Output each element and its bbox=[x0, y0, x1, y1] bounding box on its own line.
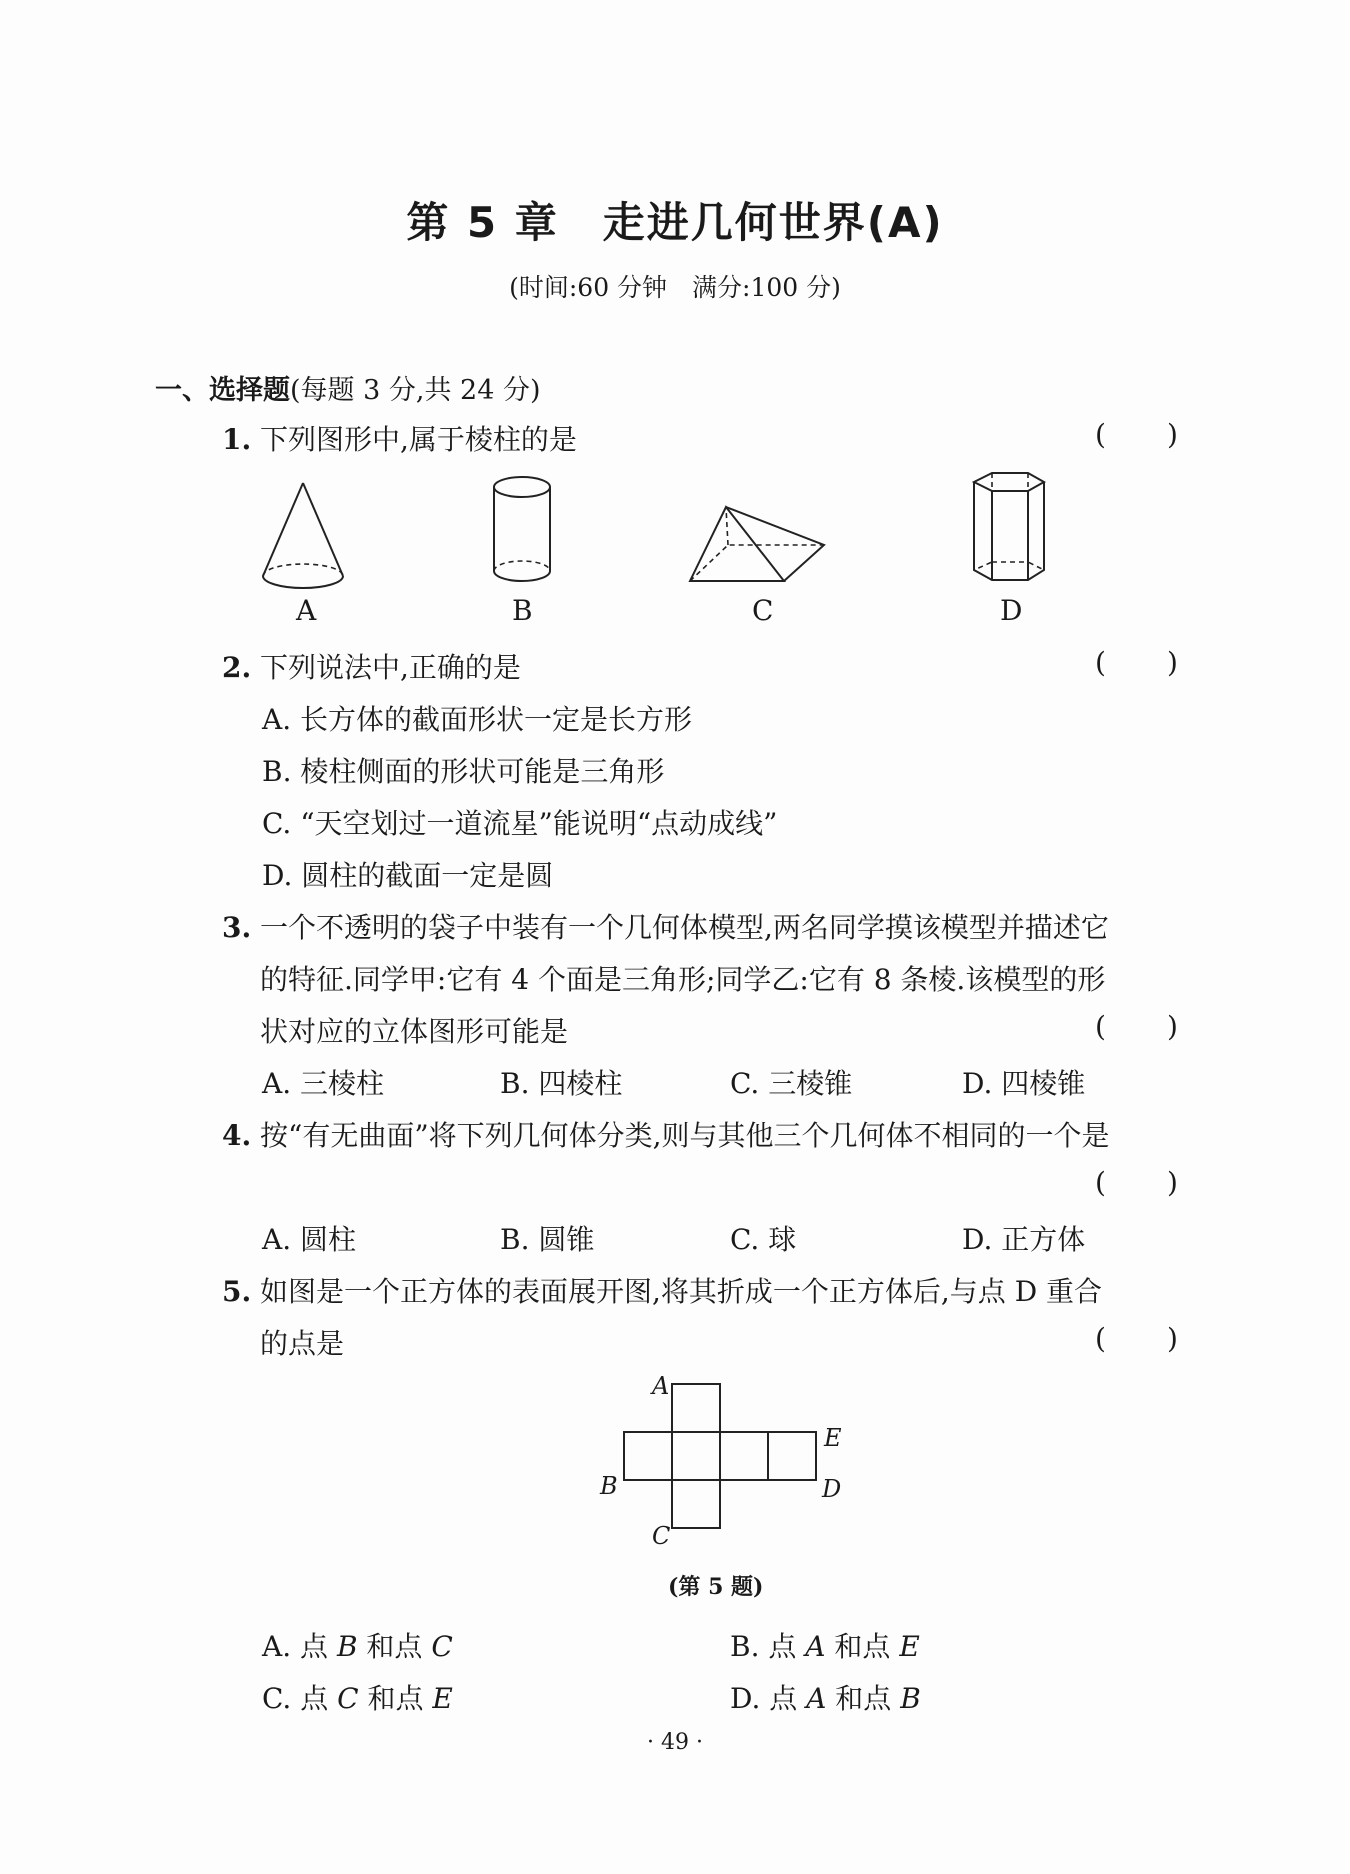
option-b: B. 棱柱侧面的形状可能是三角形 bbox=[262, 755, 665, 788]
net-square-left bbox=[624, 1432, 672, 1480]
question-number: 3. bbox=[222, 911, 252, 944]
question-text: 按“有无曲面”将下列几何体分类,则与其他三个几何体不相同的一个是 bbox=[260, 1119, 1110, 1152]
cone-figure bbox=[255, 478, 355, 588]
paren-open: ( bbox=[1095, 418, 1106, 451]
net-square-top bbox=[672, 1384, 720, 1432]
exam-subtitle: (时间:60 分钟 满分:100 分) bbox=[509, 273, 841, 302]
net-square-right-1 bbox=[720, 1432, 768, 1480]
option-d: D. 正方体 bbox=[962, 1223, 1086, 1256]
point-label-b: B bbox=[600, 1472, 618, 1500]
figure-label-d: D bbox=[1000, 594, 1023, 627]
question-number: 2. bbox=[222, 651, 252, 684]
figure-label-c: C bbox=[752, 594, 774, 627]
paren-close: ) bbox=[1167, 1010, 1178, 1043]
cylinder-figure bbox=[487, 473, 557, 588]
point-label-e: E bbox=[824, 1424, 842, 1452]
question-1 bbox=[222, 418, 577, 458]
paren-close: ) bbox=[1167, 1166, 1178, 1199]
question-text-line-2: 的特征.同学甲:它有 4 个面是三角形;同学乙:它有 8 条棱.该模型的形 bbox=[260, 963, 1106, 996]
figure-caption: (第 5 题) bbox=[668, 1574, 764, 1600]
option-d: D. 圆柱的截面一定是圆 bbox=[262, 859, 554, 892]
figure-label-b: B bbox=[512, 594, 533, 627]
paren-open: ( bbox=[1095, 1166, 1106, 1199]
section-note: (每题 3 分,共 24 分) bbox=[290, 375, 541, 406]
option-b: B. 圆锥 bbox=[500, 1223, 595, 1256]
question-text-line-1: 如图是一个正方体的表面展开图,将其折成一个正方体后,与点 D 重合 bbox=[260, 1275, 1103, 1308]
question-text-line-1: 一个不透明的袋子中装有一个几何体模型,两名同学摸该模型并描述它 bbox=[260, 911, 1109, 944]
paren-open: ( bbox=[1095, 1010, 1106, 1043]
option-c: C. 三棱锥 bbox=[730, 1067, 853, 1100]
point-label-c: C bbox=[652, 1522, 671, 1550]
point-label-d: D bbox=[822, 1475, 842, 1503]
section-heading bbox=[155, 368, 541, 407]
figure-label-a: A bbox=[296, 594, 317, 627]
option-a: A. 点 B 和点 C bbox=[262, 1630, 453, 1663]
paren-close: ) bbox=[1167, 418, 1178, 451]
hexagonal-prism-figure bbox=[970, 470, 1050, 585]
option-c: C. 球 bbox=[730, 1223, 797, 1256]
question-5 bbox=[222, 1270, 1102, 1310]
option-b: B. 点 A 和点 E bbox=[730, 1630, 920, 1663]
question-number: 1. bbox=[222, 423, 252, 456]
net-square-right-2 bbox=[768, 1432, 816, 1480]
question-3 bbox=[222, 906, 1109, 946]
cube-net-figure bbox=[622, 1382, 822, 1542]
paren-open: ( bbox=[1095, 646, 1106, 679]
paren-open: ( bbox=[1095, 1322, 1106, 1355]
option-b: B. 四棱柱 bbox=[500, 1067, 623, 1100]
page-number: · 49 · bbox=[647, 1730, 703, 1755]
section-name: 一、选择题 bbox=[155, 375, 290, 406]
option-a: A. 三棱柱 bbox=[262, 1067, 385, 1100]
option-c: C. 点 C 和点 E bbox=[262, 1682, 453, 1715]
net-square-center bbox=[672, 1432, 720, 1480]
question-2 bbox=[222, 646, 521, 686]
question-number: 5. bbox=[222, 1275, 252, 1308]
paren-close: ) bbox=[1167, 1322, 1178, 1355]
point-label-a: A bbox=[652, 1372, 670, 1400]
question-text: 下列图形中,属于棱柱的是 bbox=[260, 423, 577, 456]
question-text-line-2: 的点是 bbox=[260, 1327, 345, 1360]
question-number: 4. bbox=[222, 1119, 252, 1152]
option-c: C. “天空划过一道流星”能说明“点动成线” bbox=[262, 807, 778, 840]
question-text-line-3: 状对应的立体图形可能是 bbox=[260, 1015, 569, 1048]
question-4 bbox=[222, 1114, 1110, 1154]
question-text: 下列说法中,正确的是 bbox=[260, 651, 521, 684]
chapter-title: 第 5 章 走进几何世界(A) bbox=[406, 198, 944, 247]
triangular-prism-figure bbox=[688, 503, 828, 588]
paren-close: ) bbox=[1167, 646, 1178, 679]
option-a: A. 圆柱 bbox=[262, 1223, 357, 1256]
option-a: A. 长方体的截面形状一定是长方形 bbox=[262, 703, 693, 736]
option-d: D. 四棱锥 bbox=[962, 1067, 1086, 1100]
option-d: D. 点 A 和点 B bbox=[730, 1682, 921, 1715]
net-square-bottom bbox=[672, 1480, 720, 1528]
